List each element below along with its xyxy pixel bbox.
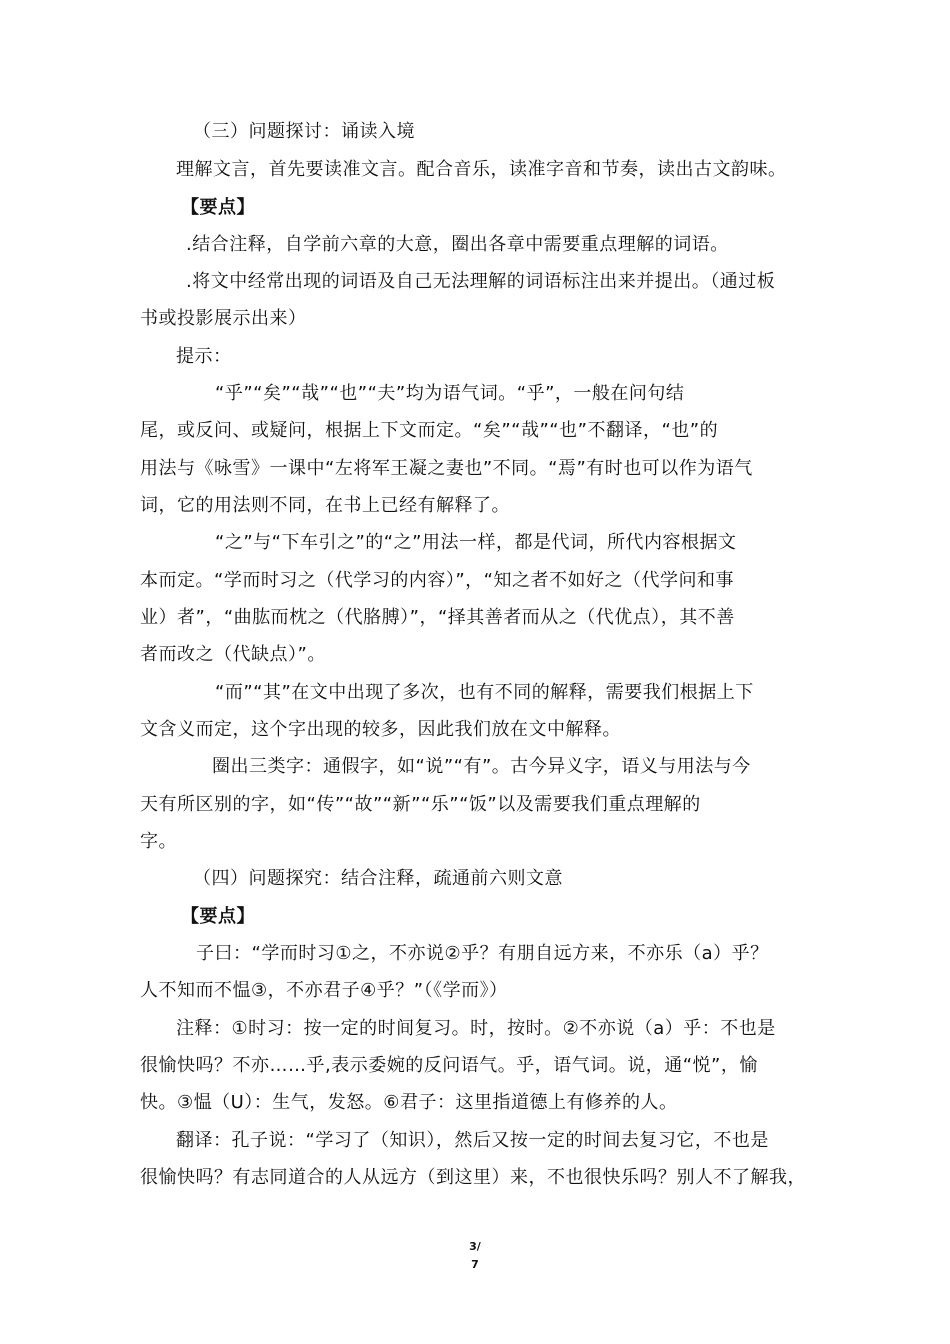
page-number-bottom: 7 bbox=[471, 1258, 479, 1271]
key-points-heading: 【要点】 bbox=[181, 197, 255, 218]
paragraph-line: “之”与“下车引之”的“之”用法一样，都是代词，所代内容根据文 bbox=[215, 532, 737, 553]
annotation-line: 注释：①时习：按一定的时间复习。时，按时。②不亦说（a）乎：不也是 bbox=[176, 1018, 776, 1039]
paragraph-line: 天有所区别的字，如“传”“故”“新”“乐”“饭”以及需要我们重点理解的 bbox=[140, 794, 701, 815]
key-points-heading: 【要点】 bbox=[181, 906, 255, 927]
hint-label: 提示： bbox=[176, 346, 232, 367]
section-heading-3: （三）问题探讨：诵读入境 bbox=[193, 121, 415, 142]
quote-line: 子曰：“学而时习①之，不亦说②乎？有朋自远方来，不亦乐（a）乎？ bbox=[196, 943, 769, 964]
annotation-line: 很愉快吗？不亦……乎,表示委婉的反问语气。乎，语气词。说，通“悦”，愉 bbox=[140, 1055, 758, 1076]
paragraph-line: 文含义而定，这个字出现的较多，因此我们放在文中解释。 bbox=[140, 719, 621, 740]
paragraph-line: .将文中经常出现的词语及自己无法理解的词语标注出来并提出。（通过板 bbox=[186, 271, 776, 292]
paragraph-line: .结合注释，自学前六章的大意，圈出各章中需要重点理解的词语。 bbox=[186, 234, 729, 255]
paragraph-line: 字。 bbox=[140, 831, 177, 852]
paragraph-line: 业）者”，“曲肱而枕之（代胳膊）”，“择其善者而从之（代优点），其不善 bbox=[140, 607, 735, 628]
paragraph-line: 者而改之（代缺点）”。 bbox=[140, 644, 326, 665]
paragraph-line: 用法与《咏雪》一课中“左将军王凝之妻也”不同。“焉”有时也可以作为语气 bbox=[140, 458, 753, 479]
paragraph-line: “而”“其”在文中出现了多次，也有不同的解释，需要我们根据上下 bbox=[215, 682, 754, 703]
quote-line: 人不知而不愠③，不亦君子④乎？”（《学而》） bbox=[140, 980, 508, 1001]
paragraph-line: 圈出三类字：通假字，如“说”“有”。古今异义字，语义与用法与今 bbox=[212, 756, 751, 777]
paragraph-line: “乎”“矣”“哉”“也”“夫”均为语气词。“乎”，一般在问句结 bbox=[215, 383, 685, 404]
paragraph-line: 本而定。“学而时习之（代学习的内容）”，“知之者不如好之（代学问和事 bbox=[140, 570, 734, 591]
translation-line: 翻译：孔子说：“学习了（知识），然后又按一定的时间去复习它，不也是 bbox=[176, 1130, 769, 1151]
annotation-line: 快。③愠（U）：生气，发怒。⑥君子：这里指道德上有修养的人。 bbox=[140, 1092, 678, 1113]
paragraph-line: 词，它的用法则不同，在书上已经有解释了。 bbox=[140, 495, 510, 516]
section-heading-4: （四）问题探究：结合注释，疏通前六则文意 bbox=[193, 868, 563, 889]
translation-line: 很愉快吗？有志同道合的人从远方（到这里）来，不也很快乐吗？别人不了解我， bbox=[140, 1167, 806, 1188]
paragraph-line: 书或投影展示出来） bbox=[140, 308, 307, 329]
page-number-top: 3/ bbox=[469, 1240, 481, 1253]
paragraph-line: 尾，或反问、或疑问，根据上下文而定。“矣”“哉”“也”不翻译，“也”的 bbox=[140, 420, 719, 441]
paragraph-line: 理解文言，首先要读准文言。配合音乐，读准字音和节奏，读出古文韵味。 bbox=[176, 159, 787, 180]
